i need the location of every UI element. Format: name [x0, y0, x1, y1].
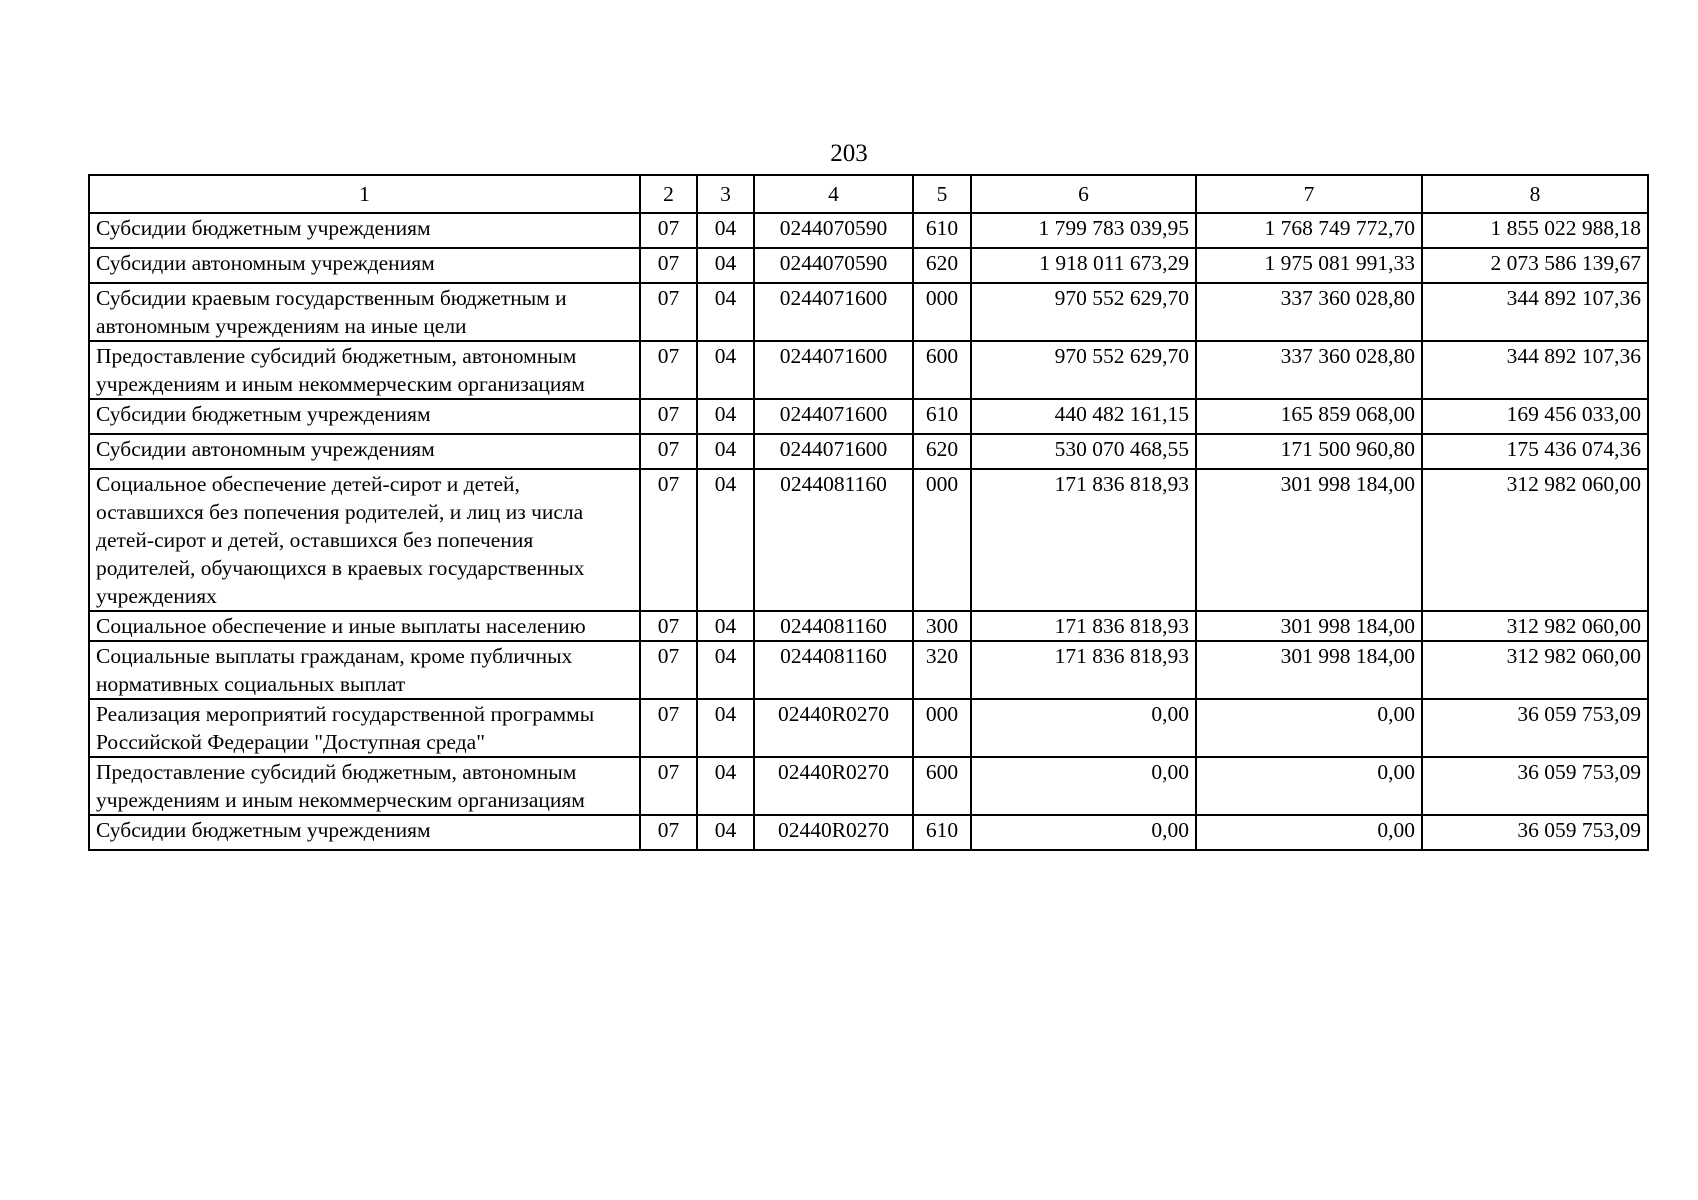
row-name: Субсидии автономным учреждениям [89, 248, 640, 283]
table-row [89, 213, 1648, 248]
target-article-code: 02440R0270 [754, 757, 913, 815]
subsection-code: 04 [697, 757, 754, 815]
subsection-code: 04 [697, 434, 754, 469]
section-code: 07 [640, 641, 697, 699]
expense-type-code: 320 [913, 641, 971, 699]
subsection-code: 04 [697, 399, 754, 434]
amount-col-6: 0,00 [971, 815, 1196, 850]
subsection-code: 04 [697, 341, 754, 399]
target-article-code: 0244071600 [754, 399, 913, 434]
amount-col-8: 36 059 753,09 [1422, 815, 1648, 850]
amount-col-8: 312 982 060,00 [1422, 611, 1648, 641]
amount-col-6: 970 552 629,70 [971, 341, 1196, 399]
section-code: 07 [640, 341, 697, 399]
table-row [89, 248, 1648, 283]
subsection-code: 04 [697, 248, 754, 283]
amount-col-7: 337 360 028,80 [1196, 341, 1422, 399]
row-name: Субсидии краевым государственным бюджетным и автономным учреждениям на иные цели [89, 283, 640, 341]
expense-type-code: 000 [913, 699, 971, 757]
table-row [89, 757, 1648, 815]
subsection-code: 04 [697, 611, 754, 641]
amount-col-6: 171 836 818,93 [971, 469, 1196, 611]
amount-col-8: 36 059 753,09 [1422, 699, 1648, 757]
table-header [89, 175, 1648, 213]
table-body [89, 213, 1648, 850]
amount-col-7: 301 998 184,00 [1196, 611, 1422, 641]
amount-col-7: 165 859 068,00 [1196, 399, 1422, 434]
section-code: 07 [640, 399, 697, 434]
target-article-code: 02440R0270 [754, 815, 913, 850]
table-row [89, 341, 1648, 399]
amount-col-7: 1 975 081 991,33 [1196, 248, 1422, 283]
row-name: Предоставление субсидий бюджетным, автономным учреждениям и иным некоммерческим организациям [89, 757, 640, 815]
expense-type-code: 000 [913, 283, 971, 341]
amount-col-8: 169 456 033,00 [1422, 399, 1648, 434]
amount-col-8: 344 892 107,36 [1422, 283, 1648, 341]
amount-col-7: 0,00 [1196, 815, 1422, 850]
amount-col-6: 530 070 468,55 [971, 434, 1196, 469]
column-header-4: 4 [754, 175, 913, 213]
section-code: 07 [640, 699, 697, 757]
section-code: 07 [640, 611, 697, 641]
expense-type-code: 600 [913, 341, 971, 399]
target-article-code: 0244070590 [754, 213, 913, 248]
table-row [89, 699, 1648, 757]
table-row [89, 611, 1648, 641]
amount-col-8: 36 059 753,09 [1422, 757, 1648, 815]
target-article-code: 0244081160 [754, 641, 913, 699]
target-article-code: 0244070590 [754, 248, 913, 283]
table-row [89, 815, 1648, 850]
row-name: Предоставление субсидий бюджетным, автономным учреждениям и иным некоммерческим организациям [89, 341, 640, 399]
subsection-code: 04 [697, 283, 754, 341]
column-header-6: 6 [971, 175, 1196, 213]
amount-col-8: 312 982 060,00 [1422, 641, 1648, 699]
column-header-1: 1 [89, 175, 640, 213]
row-name: Социальное обеспечение и иные выплаты населению [89, 611, 640, 641]
expense-type-code: 600 [913, 757, 971, 815]
amount-col-6: 0,00 [971, 757, 1196, 815]
expense-type-code: 620 [913, 434, 971, 469]
header-row [89, 175, 1648, 213]
expense-type-code: 620 [913, 248, 971, 283]
subsection-code: 04 [697, 699, 754, 757]
amount-col-8: 344 892 107,36 [1422, 341, 1648, 399]
row-name: Субсидии бюджетным учреждениям [89, 213, 640, 248]
budget-table [88, 174, 1649, 851]
amount-col-7: 0,00 [1196, 757, 1422, 815]
amount-col-8: 1 855 022 988,18 [1422, 213, 1648, 248]
amount-col-7: 1 768 749 772,70 [1196, 213, 1422, 248]
section-code: 07 [640, 469, 697, 611]
amount-col-6: 171 836 818,93 [971, 641, 1196, 699]
section-code: 07 [640, 434, 697, 469]
row-name: Социальное обеспечение детей-сирот и детей, оставшихся без попечения родителей, и лиц из числа детей-сирот и детей, оставшихся без попечения родителей, обучающихся в краевых государственных учреждениях [89, 469, 640, 611]
amount-col-7: 0,00 [1196, 699, 1422, 757]
amount-col-8: 2 073 586 139,67 [1422, 248, 1648, 283]
amount-col-7: 301 998 184,00 [1196, 469, 1422, 611]
amount-col-6: 1 918 011 673,29 [971, 248, 1196, 283]
amount-col-6: 970 552 629,70 [971, 283, 1196, 341]
row-name: Реализация мероприятий государственной программы Российской Федерации "Доступная среда" [89, 699, 640, 757]
expense-type-code: 610 [913, 815, 971, 850]
column-header-7: 7 [1196, 175, 1422, 213]
amount-col-7: 301 998 184,00 [1196, 641, 1422, 699]
expense-type-code: 000 [913, 469, 971, 611]
target-article-code: 0244071600 [754, 434, 913, 469]
amount-col-8: 312 982 060,00 [1422, 469, 1648, 611]
target-article-code: 0244081160 [754, 469, 913, 611]
row-name: Субсидии бюджетным учреждениям [89, 399, 640, 434]
target-article-code: 02440R0270 [754, 699, 913, 757]
amount-col-8: 175 436 074,36 [1422, 434, 1648, 469]
amount-col-6: 1 799 783 039,95 [971, 213, 1196, 248]
target-article-code: 0244071600 [754, 283, 913, 341]
table-row [89, 399, 1648, 434]
column-header-3: 3 [697, 175, 754, 213]
expense-type-code: 610 [913, 213, 971, 248]
column-header-5: 5 [913, 175, 971, 213]
expense-type-code: 610 [913, 399, 971, 434]
section-code: 07 [640, 213, 697, 248]
expense-type-code: 300 [913, 611, 971, 641]
amount-col-6: 171 836 818,93 [971, 611, 1196, 641]
amount-col-7: 171 500 960,80 [1196, 434, 1422, 469]
subsection-code: 04 [697, 469, 754, 611]
section-code: 07 [640, 248, 697, 283]
column-header-8: 8 [1422, 175, 1648, 213]
section-code: 07 [640, 757, 697, 815]
section-code: 07 [640, 283, 697, 341]
page-number: 203 [830, 140, 868, 167]
section-code: 07 [640, 815, 697, 850]
amount-col-6: 440 482 161,15 [971, 399, 1196, 434]
subsection-code: 04 [697, 641, 754, 699]
column-header-2: 2 [640, 175, 697, 213]
target-article-code: 0244081160 [754, 611, 913, 641]
table-row [89, 434, 1648, 469]
table-row [89, 469, 1648, 611]
subsection-code: 04 [697, 815, 754, 850]
target-article-code: 0244071600 [754, 341, 913, 399]
amount-col-7: 337 360 028,80 [1196, 283, 1422, 341]
subsection-code: 04 [697, 213, 754, 248]
row-name: Субсидии автономным учреждениям [89, 434, 640, 469]
row-name: Социальные выплаты гражданам, кроме публичных нормативных социальных выплат [89, 641, 640, 699]
table-row [89, 641, 1648, 699]
row-name: Субсидии бюджетным учреждениям [89, 815, 640, 850]
amount-col-6: 0,00 [971, 699, 1196, 757]
table-row [89, 283, 1648, 341]
